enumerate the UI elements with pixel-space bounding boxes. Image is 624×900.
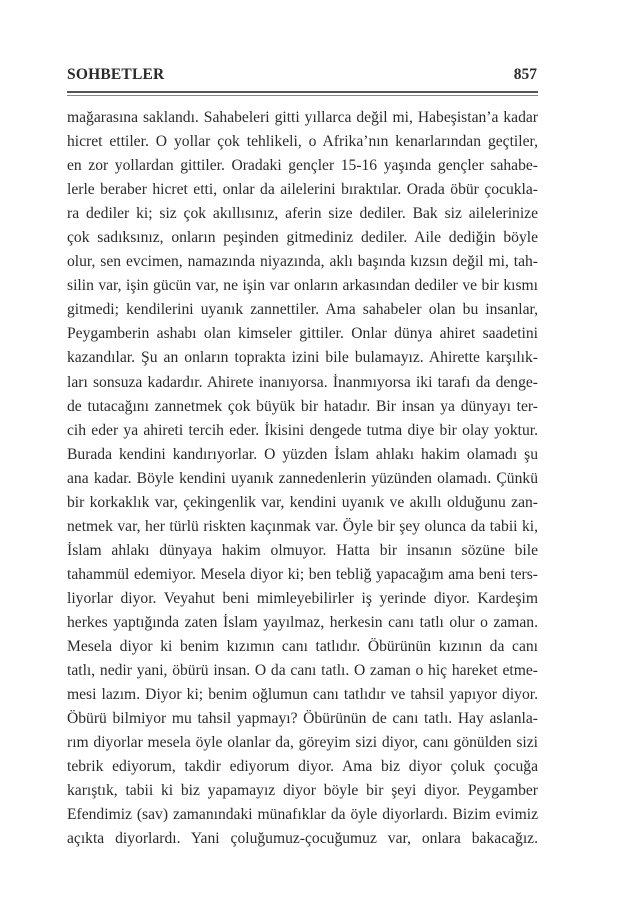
page-number: 857 [513,66,537,83]
text-line: herkes yaptığında zaten İslam yayılmaz, herkesin canı tatlı olur o zaman. [67,613,538,631]
text-line: tebrik ediyorum, takdir ediyorum diyor. Ama biz diyor çoluk çocuğa [67,758,538,776]
text-line: bir korkaklık var, çekingenlik var, kendini uyanık ve akıllı olduğunu zan- [67,493,538,511]
text-line: mağarasına saklandı. Sahabeleri gitti yıllarca değil mi, Habeşistan’a kadar [67,109,538,126]
text-line: liyorlar diyor. Veyahut beni mimleyebilirler iş yerinde diyor. Kardeşim [67,589,538,607]
text-line: ları sonsuza kadardır. Ahirete inanıyorsa. İnanmıyorsa iki tarafı da denge- [67,373,538,391]
text-line: en zor yollardan gittiler. Oradaki gençler 15-16 yaşında gençler sahabe- [67,157,538,175]
text-line: Efendimiz (sav) zamanındaki münafıklar da öyle diyorlardı. Bizim evimiz [67,806,538,824]
text-line: tahammül edemiyor. Mesela diyor ki; ben tebliğ yapacağım ama beni ters- [67,565,538,583]
text-line: ra dediler ki; siz çok akıllısınız, aferin size dediler. Bak siz ailelerinize [67,205,538,223]
text-line: hicret ettiler. O yollar çok tehlikeli, o Afrika’nın kenarlarından geçtiler, [67,133,538,151]
text-line: silin var, işin gücün var, ne işin var onların arkasından dediler ve bir kısmı [67,277,538,295]
text-line: lerle beraber hicret etti, onlar da ailelerini bıraktılar. Orada öbür çocukla- [67,181,538,199]
header-rule-thick [67,91,538,93]
text-line: de tutacağını zannetmek çok büyük bir hatadır. Bir insan ya dünyayı ter- [67,397,538,415]
text-line: olur, sen evcimen, namazında niyazında, aklı başında kızsın değil mi, tah- [67,253,538,271]
body-text [67,106,538,851]
text-line: açıkta diyorlardı. Yani çoluğumuz-çocuğumuz var, onlara bakacağız. [67,830,538,848]
text-line: karıştık, tabii ki biz yapamayız diyor böyle bir şeyi diyor. Peygamber [67,782,538,800]
text-line: kazandılar. Şu an onların toprakta izini bile bulamayız. Ahirette karşılık- [67,349,538,367]
text-line: ana kadar. Böyle kendini uyanık zannedenlerin yüzünden olamadı. Çünkü [67,469,538,487]
text-line: mesi lazım. Diyor ki; benim oğlumun canı tatlıdır ve tahsil yapıyor diyor. [67,686,538,704]
header-rule-thin [67,95,538,96]
text-line: gitmedi; kendilerini uyanık zannettiler. Ama sahabeler olan bu insanlar, [67,301,538,319]
text-line: Mesela diyor ki benim kızımın canı tatlıdır. Öbürünün kızının da canı [67,638,538,656]
text-line: çok sadıksınız, onların peşinden gitmediniz dediler. Aile dediğin böyle [67,229,538,247]
running-head [67,66,537,86]
text-line: Öbürü bilmiyor mu tahsil yapmayı? Öbürünün de canı tatlı. Hay aslanla- [67,710,538,728]
text-line: netmek var, her türlü riskten kaçınmak var. Öyle bir şey olunca da tabii ki, [67,517,538,535]
text-line: İslam ahlakı dünyaya hakim olmuyor. Hatta bir insanın sözüne bile [67,541,538,559]
text-line: Peygamberin ashabı olan kimseler gittiler. Onlar dünya ahiret saadetini [67,325,538,343]
text-line: cih eder ya ahireti tercih eder. İkisini dengede tutma diye bir olay yoktur. [67,421,538,439]
text-line: rım diyorlar mesela öyle olanlar da, göreyim sizi diyor, canı gönülden sizi [67,734,538,752]
text-line: tatlı, nedir yani, öbürü insan. O da canı tatlı. O zaman o hiç hareket etme- [67,662,538,680]
text-line: Burada kendini kandırıyorlar. O yüzden İslam ahlakı hakim olamadı şu [67,445,538,463]
running-head-title: SOHBETLER [67,66,165,83]
